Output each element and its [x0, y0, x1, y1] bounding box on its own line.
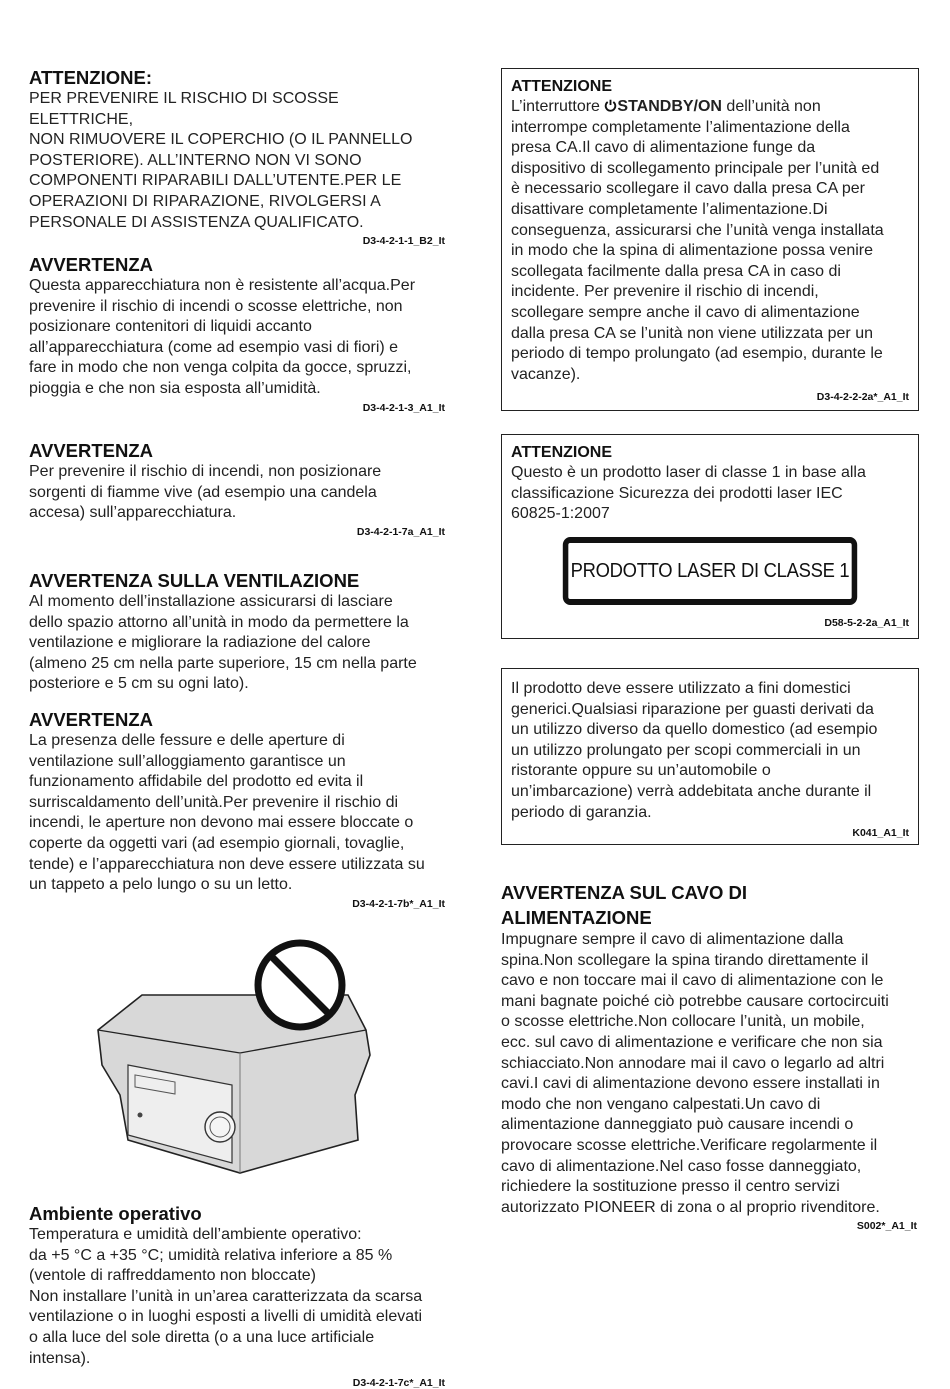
section-code: D3-4-2-1-7b*_A1_It — [352, 897, 445, 910]
covered-device-illustration — [90, 935, 390, 1185]
box-uso-domestico — [501, 668, 919, 845]
section-title: AVVERTENZA SULLA VENTILAZIONE — [29, 570, 360, 591]
section-code: D3-4-2-1-7c*_A1_It — [352, 1377, 445, 1389]
section-ventilazione — [29, 570, 445, 695]
section-attenzione-shock — [29, 67, 445, 247]
box-code: K041_A1_It — [852, 827, 909, 840]
section-text: La presenza delle fessure e delle aperture di ventilazione sull’alloggiamento garantisce un funzionamento affidabile del prodotto ed evita il surriscaldamento dell’unità.Per prevenire il rischio di incendi, le aperture non devono mai essere bloccate o coperte da oggetti vari (ad esempio giornali, tovaglie, tende) e l’apparecchiatura non deve essere utilizzata su un tappeto a pelo lungo o su un letto. — [29, 732, 425, 894]
section-text: Al momento dell’installazione assicurarsi di lasciare dello spazio attorno all’unità in modo da permettere la ventilazione e migliorare la radiazione del calore (almeno 25 cm nella parte superiore, 15 cm nella parte posteriore e 5 cm su ogni lato). — [29, 593, 417, 693]
section-title: ATTENZIONE: — [29, 67, 152, 88]
section-ambiente-operativo — [29, 1203, 445, 1389]
section-avvertenza-water — [29, 254, 445, 414]
box-title: ATTENZIONE — [511, 78, 613, 95]
section-title: AVVERTENZA — [29, 440, 154, 461]
section-avvertenza-openings — [29, 709, 445, 910]
section-title: Ambiente operativo — [29, 1203, 202, 1224]
laser-class-label: PRODOTTO LASER DI CLASSE 1 — [563, 537, 857, 605]
section-cavo-alimentazione — [501, 880, 917, 1232]
box-code: D58-5-2-2a_A1_It — [824, 617, 909, 629]
section-text: Temperatura e umidità dell’ambiente operativo: da +5 °C a +35 °C; umidità relativa inferiore a 85 % (ventole di raffreddamento non bloccate) Non installare l’unità in un’area caratterizzata da scarsa ventilazione o in luoghi esposti a livelli di umidità elevati o alla luce del sole diretta (o a una luce artificiale intensa). — [29, 1226, 423, 1367]
section-code: D3-4-2-1-7a_A1_It — [356, 525, 445, 538]
section-code: S002*_A1_It — [856, 1220, 917, 1233]
section-text: Impugnare sempre il cavo di alimentazione dalla spina.Non scollegare la spina tirando direttamente il cavo e non toccare mai il cavo di alimentazione con le mani bagnate poiché ciò potrebbe causare cortocircuiti o scosse elettriche.Non collocare l’unità, un mobile, ecc. sul cavo di alimentazione e verificare che non sia schiacciato.Non annodare mai il cavo o legarlo ad altri cavi.I cavi di alimentazione devono essere installati in modo che non vengano calpestati.Un cavo di alimentazione danneggiato può causare incendi o provocare scosse elettriche.Verificare regolarmente il cavo di alimentazione.Nel caso fosse danneggiato, richiedere la sostituzione presso il centro servizi autorizzato PIONEER di zona o al proprio rivenditore. — [501, 931, 889, 1216]
box-text: L’interruttore STANDBY/ON dell’unità non interrompe completamente l’alimentazione della presa CA.Il cavo di alimentazione funge da dispositivo di scollegamento principale per l’unità ed è necessario scollegare il cavo dalla presa CA per disattivare completamente l’alimentazione.Di conseguenza, assicurarsi che l’unità venga installata in modo che la spina di alimentazione possa venire scollegata facilmente dalla presa CA in caso di incidente. Per prevenire il rischio di incendi, scollegare sempre anche il cavo di alimentazione dalla presa CA se l’unità non viene utilizzata per un periodo di tempo prolungato (ad esempio, durante le vacanze). — [511, 98, 884, 383]
standby-key-label: STANDBY/ON — [617, 98, 722, 115]
box-text: Il prodotto deve essere utilizzato a fini domestici generici.Qualsiasi riparazione per guasti derivati da un utilizzo diverso da quello domestico (ad esempio un utilizzo prolungato per scopi commerciali in un ristorante oppure su un’automobile o un’imbarcazione) verrà addebitata anche durante il periodo di garanzia. — [511, 680, 878, 821]
section-code: D3-4-2-1-1_B2_It — [362, 235, 445, 248]
section-code: D3-4-2-1-3_A1_It — [362, 401, 445, 414]
section-text: PER PREVENIRE IL RISCHIO DI SCOSSE ELETTRICHE, NON RIMUOVERE IL COPERCHIO (O IL PANNELLO POSTERIORE). ALL’INTERNO NON VI SONO COMPONENTI RIPARABILI DALL’UTENTE.PER LE OPERAZIONI DI RIPARAZIONE, RIVOLGERSI A PERSONALE DI ASSISTENZA QUALIFICATO. — [29, 90, 413, 231]
section-title: AVVERTENZA — [29, 709, 154, 730]
box-title: ATTENZIONE — [511, 444, 613, 461]
section-title: AVVERTENZA SUL CAVO DI ALIMENTAZIONE — [501, 882, 748, 928]
section-text: Questa apparecchiatura non è resistente all’acqua.Per prevenire il rischio di incendi o scosse elettriche, non posizionare contenitori di liquidi accanto all’apparecchiatura (come ad esempio vasi di fiori) e fare in modo che non venga colpita da gocce, spruzzi, pioggia e che non sia esposta all’umidità. — [29, 277, 416, 397]
box-code: D3-4-2-2-2a*_A1_It — [816, 391, 909, 404]
section-text: Per prevenire il rischio di incendi, non posizionare sorgenti di fiamme vive (ad esempio una candela accesa) sull’apparecchiatura. — [29, 463, 382, 522]
section-avvertenza-fire — [29, 440, 445, 538]
box-attenzione-standby — [501, 68, 919, 411]
box-text: Questo è un prodotto laser di classe 1 in base alla classificazione Sicurezza dei prodotti laser IEC 60825-1:2007 — [511, 464, 866, 523]
prohibition-icon — [258, 943, 342, 1027]
box-attenzione-laser — [501, 434, 919, 639]
power-standby-icon — [604, 99, 617, 112]
section-title: AVVERTENZA — [29, 254, 154, 275]
